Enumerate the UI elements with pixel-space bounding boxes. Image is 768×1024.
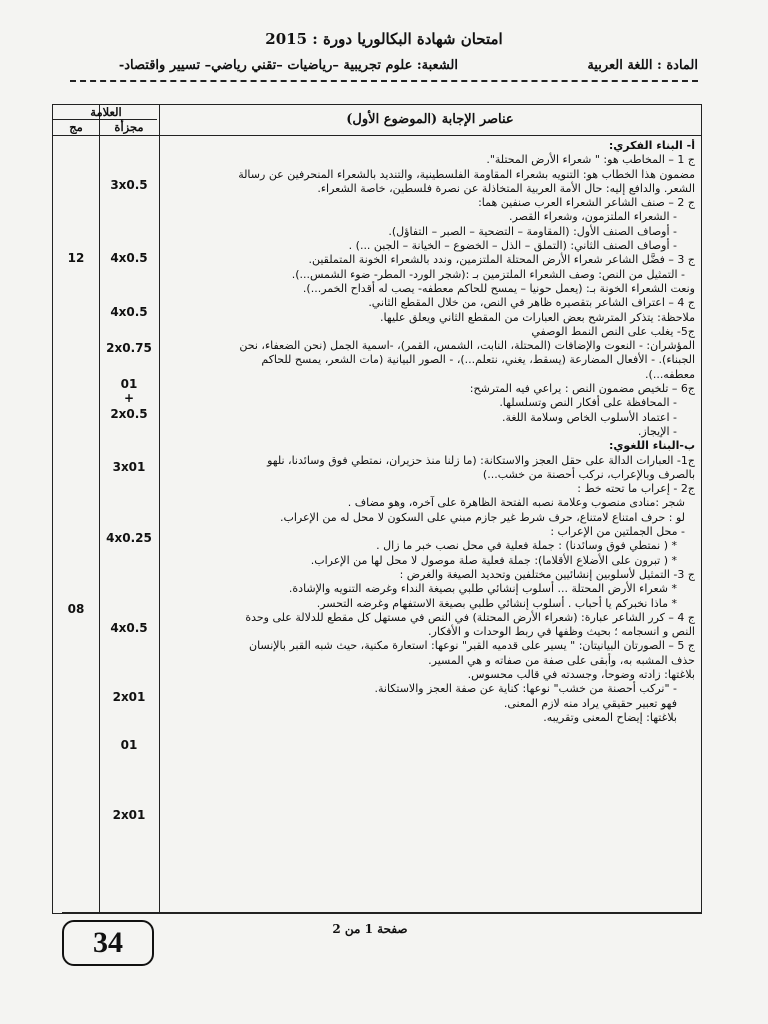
page-number-box: 34 (62, 920, 154, 966)
partial-mark: 01 (120, 738, 138, 752)
partial-mark: 4x0.25 (106, 531, 152, 545)
answer-content (161, 139, 695, 909)
answer-line: لو : حرف امتناع لامتناع، حرف شرط غير جازم مبني على السكون لا محل له من الإعراب. (280, 510, 685, 524)
answer-line: - الشعراء الملتزمون، وشعراء القصر. (509, 210, 677, 224)
exam-title: امتحان شهادة البكالوريا دورة : 2015 (265, 30, 503, 48)
section-heading: ب-البناء اللغوي: (608, 439, 695, 453)
answer-line: * ( نمتطي فوق وسائدنا) : جملة فعلية في محل نصب خبر ما زال . (376, 539, 677, 553)
answer-line: ج5- يغلب على النص النمط الوصفي (531, 324, 695, 338)
partial-mark: + (123, 391, 135, 405)
answer-line: بلاغتها: إيضاح المعنى وتقريبه. (543, 710, 677, 724)
answer-line: ج 3- التمثيل لأسلوبين إنشائيين مختلفين وتحديد الصيغة والغرض : (399, 567, 695, 581)
answer-line: * ( تبرون على الأضلاع الأقلاما): جملة فعلية صلة موصول لا محل لها من الإعراب. (310, 553, 677, 567)
answer-line: الشعر. والدافع إليه: حال الأمة العربية المتخاذلة عن نصرة فلسطين، خاصة الشعراء. (317, 181, 695, 195)
answer-line: مضمون هذا الخطاب هو: التنويه بشعراء المقاومة الفلسطينية، والتنديد بالشعراء المنحرفين عن رسالة (238, 167, 695, 181)
partial-mark: 2x01 (112, 808, 146, 822)
answer-line: - أوصاف الصنف الثاني: (التملق – الذل – الخضوع – الخيانة – الجبن ...) . (348, 239, 677, 253)
answer-line: بالصرف وبالإعراب، نركب أحصنة من خشب...) (482, 467, 695, 481)
answer-line: * ماذا نخبركم يا أحباب . أسلوب إنشائي طلبي بصيغة الاستفهام وغرضه التحسر. (316, 596, 677, 610)
partial-mark: 4x0.5 (110, 305, 148, 319)
answer-line: ج2 - إعراب ما تحته خط : (577, 482, 695, 496)
column-divider (99, 105, 100, 913)
grade-header: العلامة (90, 105, 122, 119)
answer-line: - الإيجاز. (637, 424, 677, 438)
answer-line: ج 5 – الصورتان البيانيتان: " يسير على قدميه القبر" نوعها: استعارة مكنية، حيث شبه القبر بالإنسان (248, 639, 695, 653)
answer-line: - اعتماد الأسلوب الخاص وسلامة اللغة. (501, 410, 677, 424)
answer-line: - محل الجملتين من الإعراب : (550, 525, 685, 539)
subject-label: المادة : اللغة العربية (587, 58, 698, 73)
partial-mark: 2x0.75 (106, 341, 152, 355)
partial-mark: 3x0.5 (110, 178, 148, 192)
answer-line: ج 2 – صنف الشاعر الشعراء العرب صنفين هما: (478, 196, 695, 210)
answer-table (52, 104, 702, 914)
answer-line: ملاحظة: يتذكر المترشح بعض العبارات من المقطع الثاني ويعلق عليها. (380, 310, 695, 324)
answer-line: ج 1 – المخاطب هو: " شعراء الأرض المحتلة". (486, 153, 695, 167)
total-mark: 08 (67, 602, 85, 616)
answer-line: حذف المشبه به، وأبقى على صفة من صفاته و هي المسير. (428, 653, 695, 667)
header-row-divider (53, 135, 701, 136)
answer-line: - التمثيل من النص: وصف الشعراء الملتزمين بـ :(شجر الورد- المطر- ضوء الشمس...). (291, 267, 685, 281)
section-heading: أ- البناء الفكري: (608, 139, 695, 152)
partial-mark: 2x0.5 (110, 407, 148, 421)
answer-line: ج6 – تلخيص مضمون النص : يراعي فيه المترشح: (469, 382, 695, 396)
column-divider (159, 105, 160, 913)
answer-line: ج 4 – اعتراف الشاعر بتقصيره ظاهر في النص، من خلال المقطع الثاني. (368, 296, 695, 310)
header-divider (70, 80, 698, 82)
total-mark: 12 (67, 251, 85, 265)
answer-line: * شعراء الأرض المحتلة ... أسلوب إنشائي طلبي بصيغة النداء وغرضه التنويه والإشادة. (288, 582, 677, 596)
exam-header (70, 30, 698, 85)
answer-line: المؤشران: - النعوت والإضافات (المحتلة، النابت، الشمس، القمر)، -اسمية الجمل (نحن الضعفاء، نحن (239, 339, 695, 353)
answer-line: - أوصاف الصنف الأول: (المقاومة – التضحية – الصبر – التفاؤل). (388, 224, 677, 238)
answer-line: - "نركب أحصنة من خشب" نوعها: كناية عن صفة العجز والاستكانة. (374, 682, 677, 696)
partial-mark: 3x01 (112, 460, 146, 474)
answer-line: شجر :منادى منصوب وعلامة نصبه الفتحة الظاهرة على آخره، وهو مضاف . (347, 496, 685, 510)
answer-line: بلاغتها: زادته وضوحا، وجسدته في قالب محسوس. (467, 667, 695, 681)
answer-line: ونعت الشعراء الخونة بـ: (يعمل حونيا – يمسح للحاكم معطفه- يصب له أقداح الخمر...). (302, 281, 695, 295)
partial-mark: 4x0.5 (110, 251, 148, 265)
answer-line: الجبناء). - الأفعال المضارعة (يسقط، يغني، نتعلم...)، - الصور البيانية (مات الشعر، يمسح للحاكم (261, 353, 695, 367)
footer-divider (62, 912, 702, 913)
answer-line: ج 3 – فضَّل الشاعر شعراء الأرض المحتلة الملتزمين، وندد بالشعراء الخونة المتملقين. (308, 253, 695, 267)
answer-header: عناصر الإجابة (الموضوع الأول) (346, 112, 514, 127)
partial-mark: 2x01 (112, 690, 146, 704)
branch-label: الشعبة: علوم تجريبية –رياضيات –تقني رياضي– تسيير واقتصاد- (118, 58, 458, 73)
partial-mark: 4x0.5 (110, 621, 148, 635)
total-header: مج (69, 120, 83, 134)
answer-line: فهو تعبير حقيقي يراد منه لازم المعنى. (503, 696, 677, 710)
answer-line: ج 4 – كرر الشاعر عبارة: (شعراء الأرض المحتلة) في النص في مستهل كل مقطع للدلالة على وحدة (245, 610, 695, 624)
page-label: صفحة 1 من 2 (332, 922, 408, 936)
answer-line: معطفه...). (645, 367, 695, 381)
answer-line: - المحافظة على أفكار النص وتسلسلها. (499, 396, 677, 410)
answer-line: ج1- العبارات الدالة على حقل العجز والاستكانة: (ما زلنا منذ حزيران، نمتطي فوق وسائدنا، نلهو (267, 453, 695, 467)
partial-mark: 01 (120, 377, 138, 391)
partial-header: مجزأة (114, 120, 144, 134)
answer-line: النص و انسجامه ؛ بحيث وظفها في ربط الوحدات و الأفكار. (428, 625, 695, 639)
